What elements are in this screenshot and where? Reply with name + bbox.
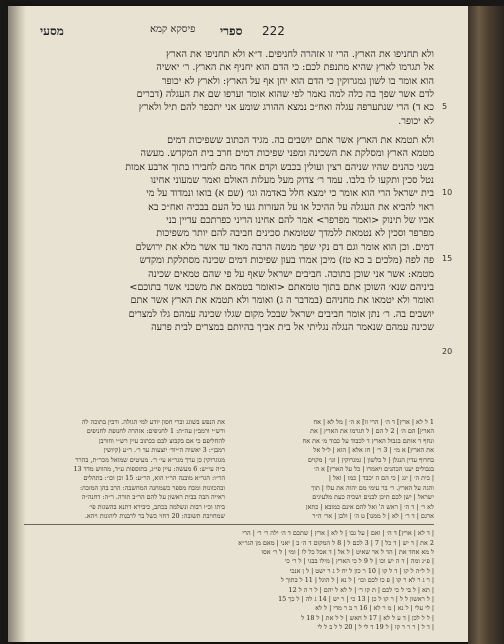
footnote-divider — [24, 524, 434, 525]
note-line: | ל ראשון ל ל | ר קו ל כן | 13 כי | ר יש | 14 ג לה | ל כך 15 — [278, 595, 434, 604]
note-line: 2 את | ד יש | ד כל | 7 | 3 לכם ל | 8 ל המקום ד ה׳ ב | יאני | מאם מן הגר״א — [238, 538, 434, 547]
text-line: לדם אשר שפך בה כלה למה נאמר לפי שהוא אומר וערפו שם את העגלה (דברים — [136, 89, 434, 101]
line-number: 15 — [442, 254, 453, 263]
note-line: רמבן״: 3 יאשיה ה״יוד׳ יוצעות עד ר׳. ר״ע (קיושין — [103, 446, 225, 455]
variants-column — [233, 418, 434, 521]
note-line: ל מא אחד את | הד ל אר שאיט | ל אל | ד אכל כל לו | ומי | ל ר׳ אסו — [261, 548, 434, 557]
text-line: לא יכופר. — [398, 115, 434, 127]
note-line: | ר ג ר לא ר קו | פ כו לכם וכו׳ | ל נא | ל הוגל | 11 ל בתוך ל — [280, 576, 434, 585]
note-line: | ל ל״ה ל קו | ד ל קו | 10 ר כון ל יח ל ג ר ישט | ל ן אנכי — [289, 566, 434, 575]
note-line: מגוגרוקין כן ערך מגר״א עי׳ ר׳. מעיטים שמואל מכר״ת, בהרר — [75, 455, 225, 464]
note-line: | ד ל | ר ר ר קו | ל 19 ד לי ל | 20 ל ל ב ל לי — [317, 623, 434, 632]
text-line: אל תגרמו לארץ שהיא מתנפת לכם: כי הדם הוא יחניף את הארץ. ר׳ יאשיה — [156, 62, 434, 74]
text-line: דמים. וכן הוא אומר וגם דם נקי שפך מנשה הרבה מאד עד אשר מלא את ירושלם — [135, 241, 434, 253]
note-line: | תא | ל בי ל כי לכם | ת קו ר׳ | ל לא ל יהם | ל ר ה ל 12 — [288, 585, 434, 594]
note-line: | בית ה׳ | יגג | כי הם ה יכבד | כמו | ואל | — [328, 474, 434, 483]
book-edge — [468, 6, 504, 644]
note-line: ובהכוונות ומכח מספר כשמחנה המחשבה: הרב בהן המזכה: — [80, 483, 225, 492]
note-line: ראייה הבה בבית ראשון על להם הר״ב תורה. ר״ה: דחנה״ה — [81, 493, 225, 502]
text-line: ביניהם שנא׳ השוכן אתם בתוך טומאתם <ואומר בטמאם את משכני אשר בתוכם> — [129, 281, 434, 293]
note-line: ב״ה עי״ש: 6 מעשה: עיין פי״ג, בתוספות ע״ד, מהווש מדד 13 — [73, 464, 225, 473]
note-line: שמחויבת תשובה: 20 דחזי כשל בר לרבנות ליהונות ויהא. — [84, 511, 225, 520]
text-line: מטמא: אשר אני שוכן בתוכה. חביבים ישראל שאף על פי שהם טמאים שכינה — [148, 268, 434, 280]
note-line: | פ״ג ומה | ד ה יש וכו | ל 9 ל כי הארץ | מילו בבגי | ל ר׳ כי — [285, 557, 434, 566]
line-number: 20 — [442, 347, 453, 356]
note-line: | ל ל לכן | ד ע ל לא | 17 ל חאש | ל ל את | ל 18 ל — [301, 613, 434, 622]
text-line: אביו של תינוק <ואמר מפרפר> אמר להם אחינו הריני כפרתכם עדיין בני — [166, 215, 434, 227]
text-line: בשני כהנים שהיו שניהם רצין ועולין בכבש וקדם אחד מהם לחבירו בתוך ארבע אמות — [125, 161, 434, 173]
note-line: 1 ל לא | ארץ] ד ה׳ | הרי זו] א ה׳ | מל לא | אח — [313, 418, 434, 426]
text-line: בית ישראל הרי הוא אומר כי ימצא חלל באדמה וגו׳ (שם א) בואו ונמדוד על מי — [146, 188, 434, 200]
text-line: פה לפה (מלכים ב כא טז) מיכן אמרו בעון שפיכות דמים שכינה מסתלקת ומקדש — [139, 255, 434, 267]
note-line: ביתו וכ״ו רבות ונשלמה בכתב, כיבירא דתנא בהשגות פי׳ — [89, 502, 225, 511]
note-line: והגה על הארץ. ר׳ בר עימי מם יהוה את עלו | תוך — [311, 483, 434, 492]
text-line: יושבים בה. ר׳ נתן אומר חביבים ישראל שבכל מקום שגלו שכינה עמהם גלו למצרים — [128, 308, 434, 320]
note-line: את הארץ] א מ״ | 3 ר׳ | חז אלא | הוא | ל״ל אל — [313, 446, 434, 455]
text-line: ראוי להביא את העגלה על ההיכל או על העזרות געו כל העם בבכיה ואח״כ בא — [148, 201, 434, 213]
note-line: בגבולים יענו הכהנים ויאמרו | כל על הארץ] א ה׳ — [313, 464, 434, 473]
text-line: נטל סכין ותקעו לו בלבו. עמד ר׳ צדוק מעל מעלות האולם ואמר שמעוני אחינו — [150, 175, 434, 187]
note-line: ונחף ד אותם בגבול הארץ ד לכבוד על כבוד מ׳ את אח — [302, 436, 434, 445]
text-line: ולא תחניפו את הארץ. הרי זו אזהרה לחניפים. ד״א ולא תחניפו את הארץ — [166, 49, 434, 60]
running-header — [30, 24, 494, 46]
footnotes — [24, 418, 434, 633]
text-line: שכינה עמהם שנאמר הנגלה נגליתי אל בית אביך בהיותם במצרים לבית פרעה — [151, 321, 434, 333]
apparatus-block — [24, 529, 434, 632]
page-number: 222 — [262, 24, 285, 38]
note-line: ארגם | ד ר׳ | לא | ל ממנו] ט ה׳ | ולבן | אר׳ ה״ר — [312, 511, 434, 520]
text-line: כא ד) הרי שנתערפה עגלה ואח״כ נמצא ההורג שומע אני יתכפר להם תיל ולארץ — [138, 102, 434, 114]
line-number: 5 — [442, 102, 448, 111]
footnote-columns — [24, 418, 434, 521]
section-label: פיסקא קמא — [150, 24, 196, 35]
note-line: | ד לא | ארץ] ד ה׳ | ואם | על גבו | ל לא | ארץ | שתכם ד ה׳ ילה ר׳ ר׳ | הרי — [242, 529, 434, 538]
note-line: בחרוף עדין הנגלן | ל בלשון | גמגרוקין | וגו׳ | מקוים — [307, 455, 434, 464]
book-title: ספרי — [220, 24, 243, 38]
note-line: ורש״י ורמב״ן עה״ת: 1 לחניפים: אזהרה לחנופת לחניפים — [86, 427, 225, 436]
main-text — [24, 48, 434, 334]
note-line: את הנפש בשוגג וברי חסון יודע למי הגולה. ורבין בתוכה לה — [81, 418, 225, 426]
line-number: 10 — [442, 188, 453, 197]
text-line: מפרפר וסכין לא נטמאת ללמדך שטומאת סכינים חביבה להם יותר משפיכות — [156, 228, 434, 240]
note-line: | לי עלי | ל נא | מ ר לא | 16 ר ב ר מדי | ל לא — [315, 604, 434, 613]
text-line: מטמא הארץ ומסלקת את השכינה ומפני שפיכות דמים חרב בית המקדש. מעשה — [140, 148, 434, 160]
note-line: להחליפם כי אם בקבוצ לבם ככתוב עיין רש״י וחורבן — [98, 436, 225, 445]
text-line: ולא תטמא את הארץ אשר אתם יושבים בה. מגיד הכתוב ששפיכות דמים — [167, 135, 434, 147]
text-line: ואומר ולא יטמאו את מחניהם (במדבר ה ג) ואומר ולא תטמא את הארץ אשר אתם — [130, 295, 434, 307]
note-line: הארץ] הם ה׳ | 2 ל הם | ל תגרמו את הארץ | את — [310, 427, 434, 436]
commentary-column — [24, 418, 225, 521]
note-line: ישראל | ישן לכם תיכן לבנים ושכיה כעת מלעיגים — [312, 493, 434, 502]
note-line: הר״ו: הגר״א מובנה הר״ו הוא, הר״ע: 15 וכן וכו׳: בתהלים — [83, 474, 225, 483]
text-line: הוא אומר בו לשון גמגרוקין כי הדם הוא יחן אף על הארץ: ולארץ לא יכופר — [161, 75, 434, 87]
note-line: לא ר׳ | ד ה׳ | ראש ה' ואל להם אינם כמובא | כתאן — [305, 502, 434, 511]
parasha-title: מסעי — [40, 24, 64, 38]
